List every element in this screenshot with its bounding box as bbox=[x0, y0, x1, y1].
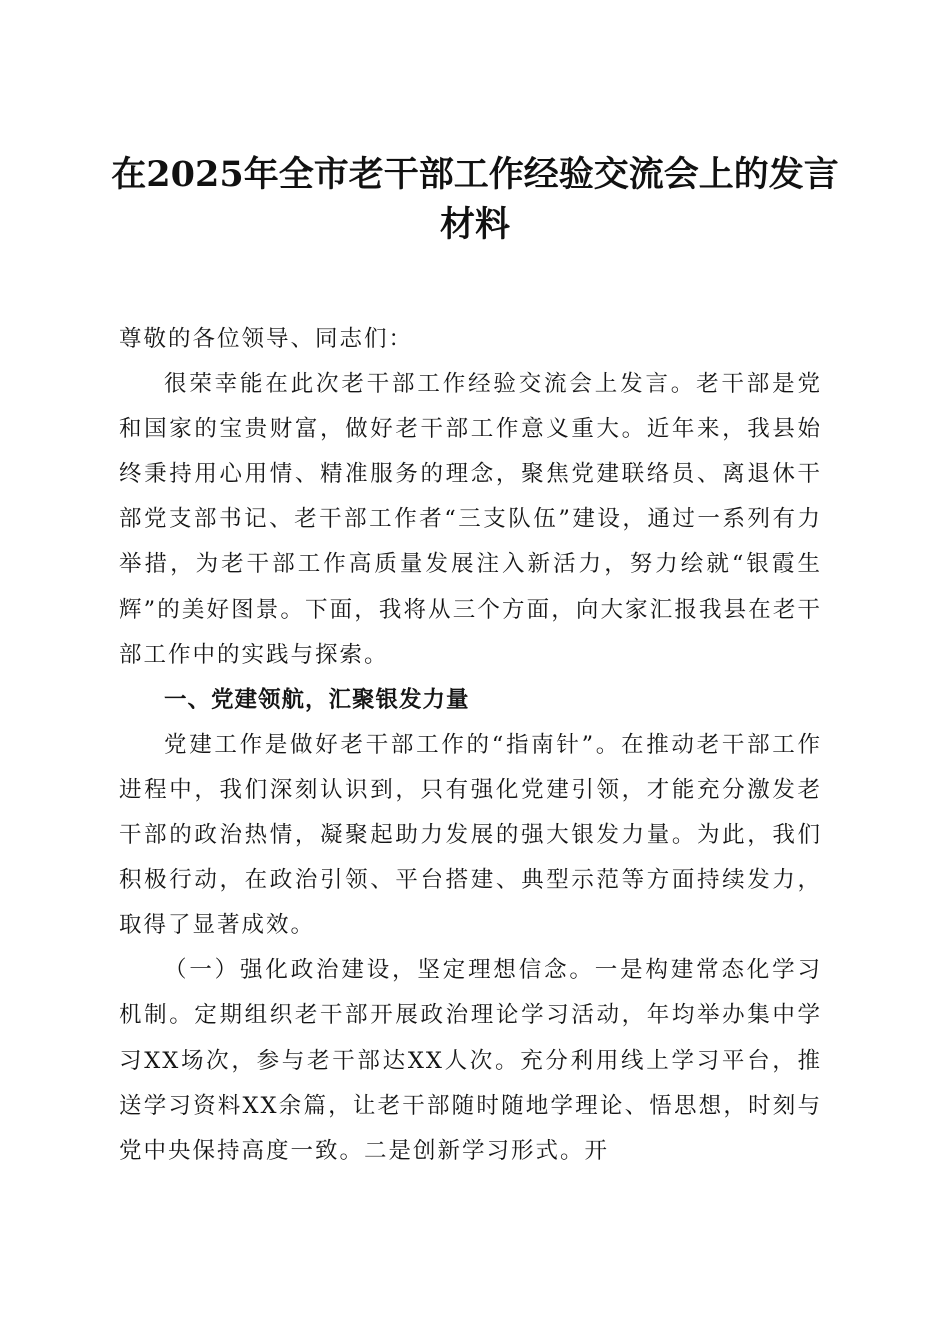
section-heading-1: 一、党建领航，汇聚银发力量 bbox=[164, 686, 470, 713]
intro-paragraph: 很荣幸能在此次老干部工作经验交流会上发言。老干部是党和国家的宝贵财富，做好老干部工作意义重大。近年来，我县始终秉持用心用情、精准服务的理念，聚焦党建联络员、离退休干部党支部书记、老干部工作者“三支队伍”建设，通过一系列有力举措，为老干部工作高质量发展注入新活力，努力绘就“银霞生辉”的美好图景。下面，我将从三个方面，向大家汇报我县在老干部工作中的实践与探索。 bbox=[119, 371, 822, 668]
section-1-paragraph: 党建工作是做好老干部工作的“指南针”。在推动老干部工作进程中，我们深刻认识到，只有强化党建引领，才能充分激发老干部的政治热情，凝聚起助力发展的强大银发力量。为此，我们积极行动，在政治引领、平台搭建、典型示范等方面持续发力，取得了显著成效。 bbox=[119, 731, 822, 939]
salutation: 尊敬的各位领导、同志们： bbox=[119, 326, 414, 352]
document-title: 在2025年全市老干部工作经验交流会上的发言材料 bbox=[111, 154, 839, 245]
subsection-1-paragraph: （一）强化政治建设，坚定理想信念。一是构建常态化学习机制。定期组织老干部开展政治理论学习活动，年均举办集中学习XX场次，参与老干部达XX人次。充分利用线上学习平台，推送学习资料XX余篇，让老干部随时随地学理论、悟思想，时刻与党中央保持高度一致。二是创新学习形式。开 bbox=[119, 957, 822, 1164]
document-body bbox=[119, 317, 822, 1174]
